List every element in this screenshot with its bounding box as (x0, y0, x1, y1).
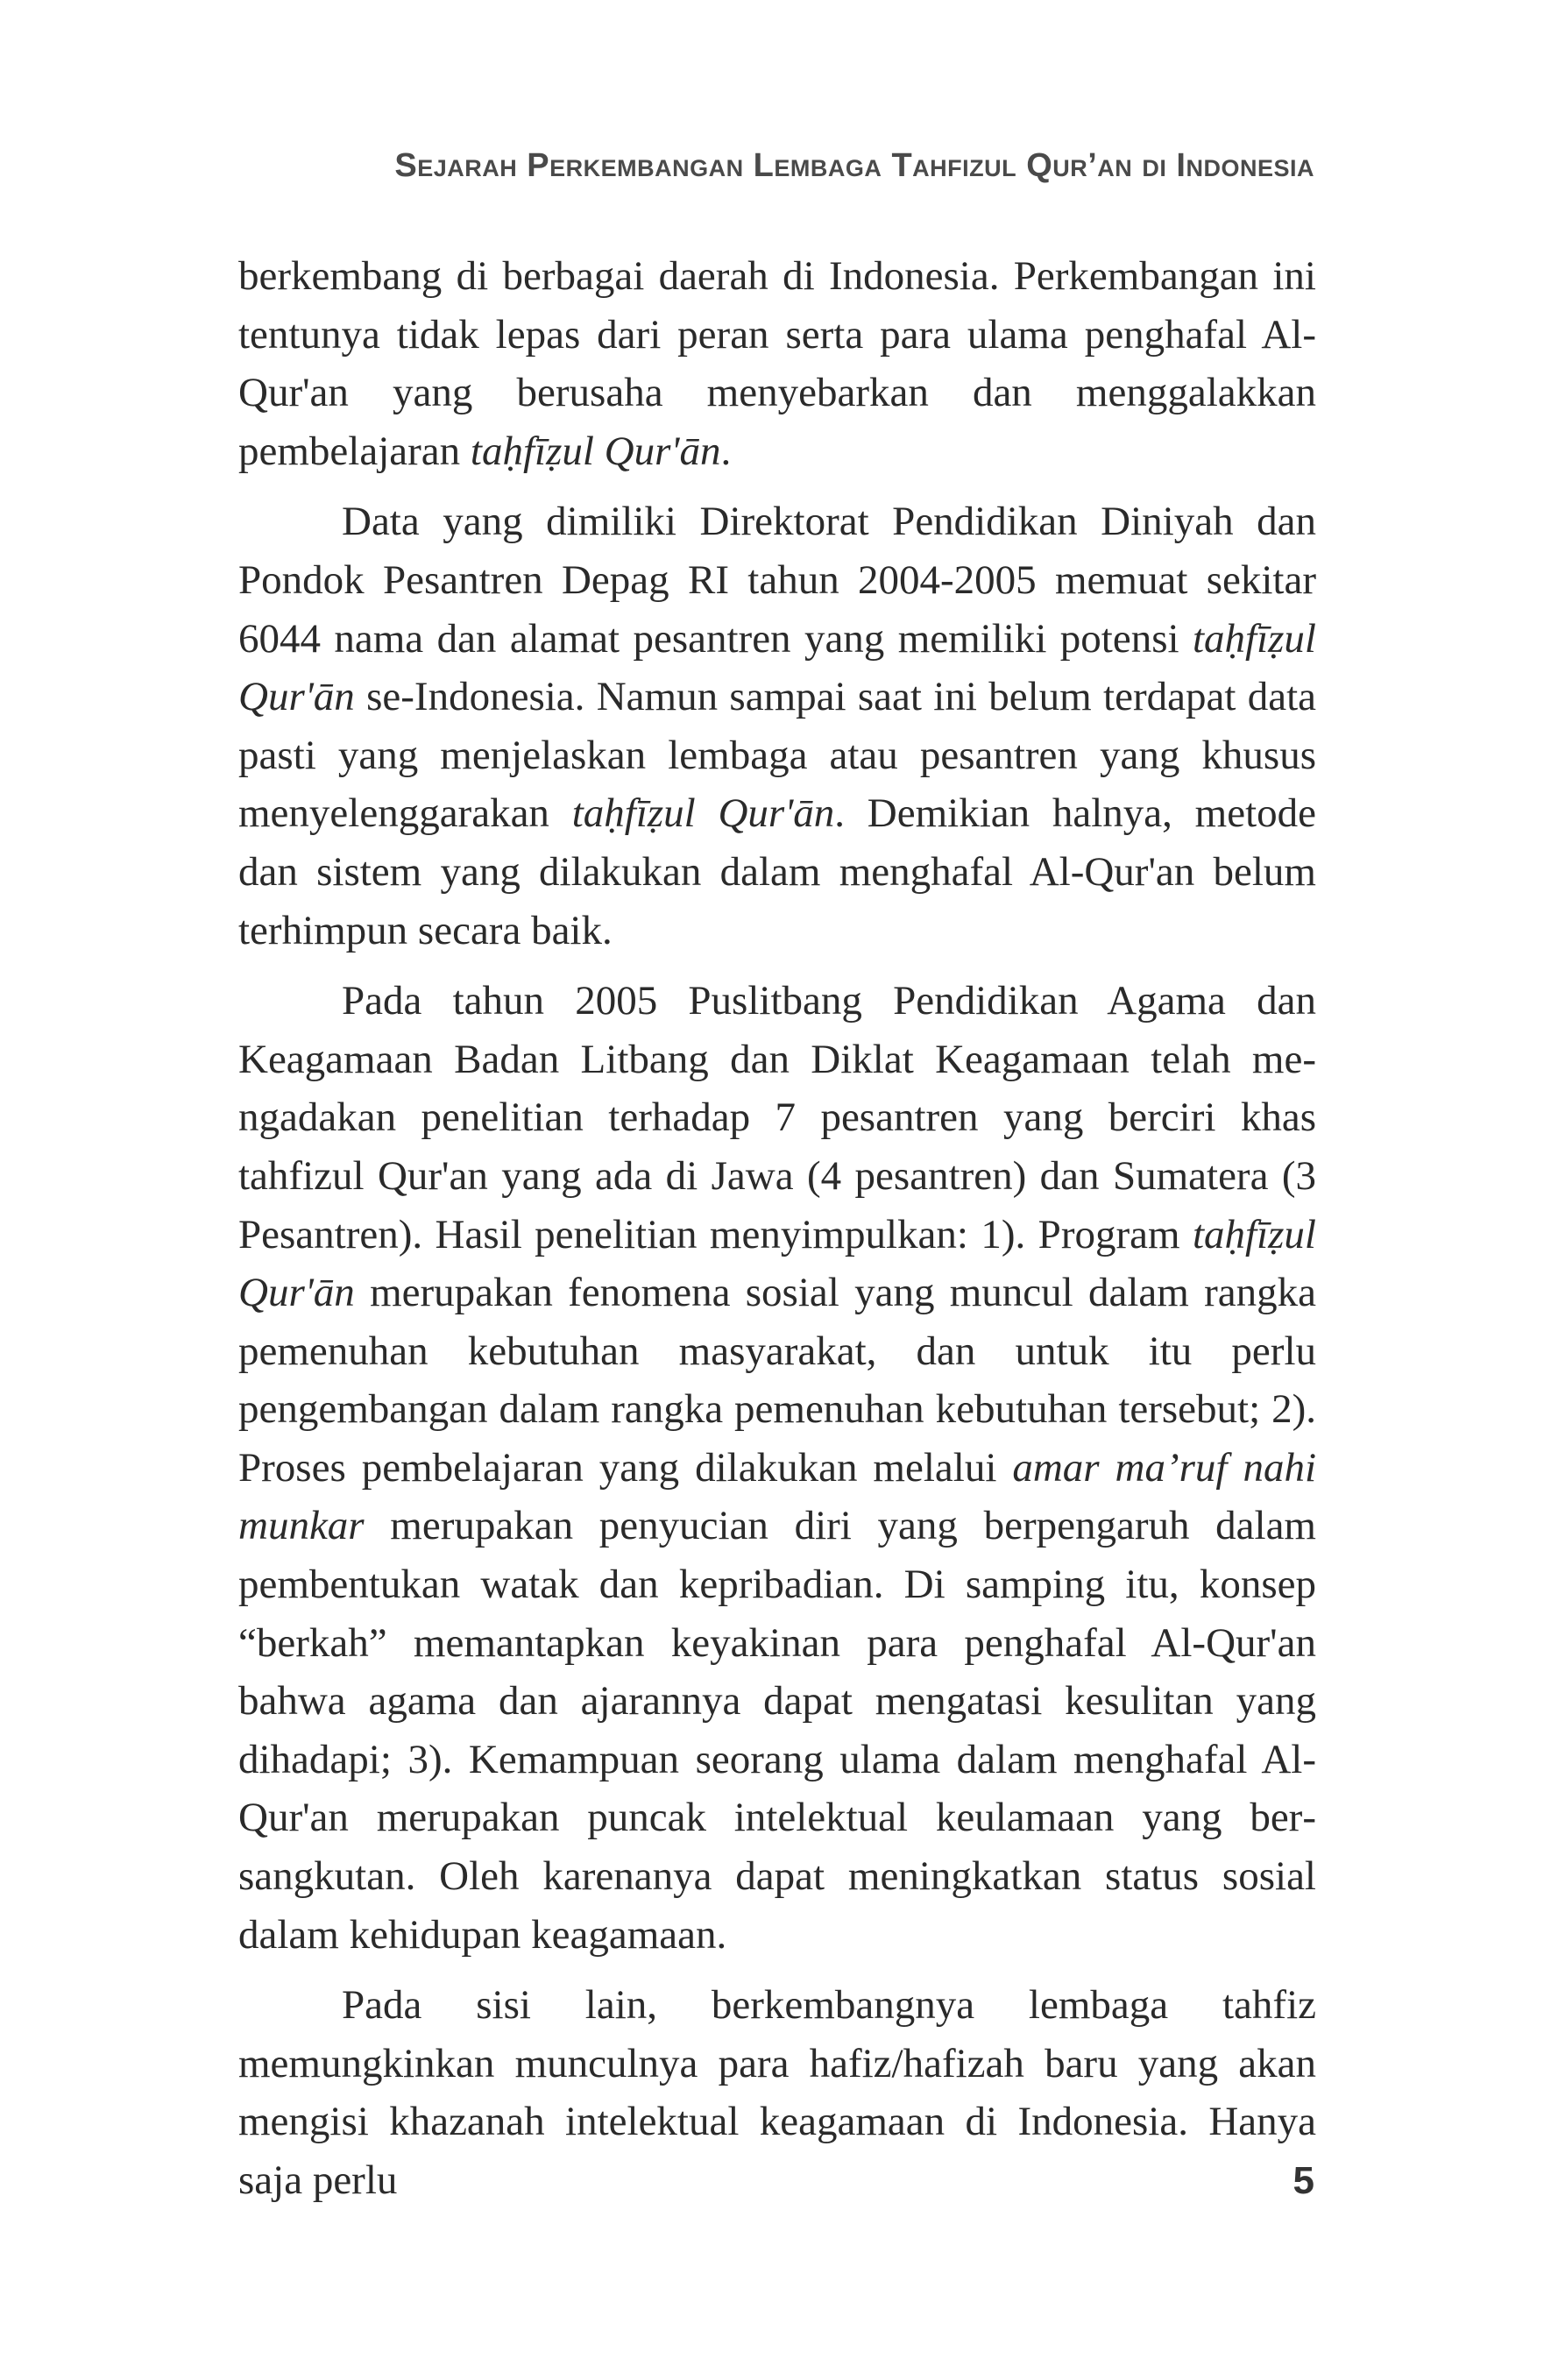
text-segment: merupakan fenomena sosial yang muncul dalam rangka pemenuhan kebutuhan masyarakat, dan untuk itu perlu pengembangan dalam rangka pemenuhan kebutuhan tersebut; 2). Proses pembelajaran yang dilakukan melalui (238, 1270, 1316, 1491)
italic-term: taḥfīẓul Qur'ān (238, 615, 1316, 720)
body-text (238, 247, 1316, 2222)
text-segment: berkembang di berbagai daerah di Indonesia. Perkembangan ini tentunya tidak lepas dari peran serta para ulama penghafal Al-Qur'an yang berusaha menyebarkan dan menggalakkan pembelajaran (238, 253, 1316, 474)
italic-term: amar ma’ruf nahi munkar (238, 1444, 1317, 1549)
text-segment: merupakan penyucian diri yang berpengaruh dalam pembentukan watak dan kepribadian. Di samping itu, konsep “berkah” memantapkan keyakinan para penghafal Al-Qur'an bahwa agama dan ajarannya dapat mengatasi kesulitan yang dihadapi; 3). Kemampuan seorang ulama dalam menghafal Al-Qur'an merupakan puncak intelektual keulamaan yang bersangkutan. Oleh karenanya dapat meningkatkan status sosial dalam kehidupan keagamaan. (238, 1503, 1316, 1958)
italic-term: taḥfīẓul Qur'ān (470, 428, 721, 474)
text-segment: . (720, 428, 732, 474)
italic-term: taḥfīẓul Qur'ān (571, 790, 835, 837)
paragraph-2 (238, 492, 1316, 960)
paragraph-3 (238, 972, 1316, 1964)
paragraph-4 (238, 1976, 1316, 2209)
text-segment: Pada sisi lain, berkembangnya lembaga tahfiz memungkinkan munculnya para hafiz/hafizah baru yang akan mengisi khazanah intelektual keagamaan di Indonesia. Hanya saja perlu (238, 1982, 1316, 2203)
italic-term: taḥfīẓul Qur'ān (238, 1211, 1316, 1316)
text-segment: se-Indonesia. Namun sampai saat ini belum terdapat data pasti yang menjelaskan lembaga atau pesantren yang khusus menyelenggarakan (238, 674, 1316, 837)
page-number: 5 (1292, 2159, 1314, 2202)
paragraph-1 (238, 247, 1316, 480)
text-segment: Data yang dimiliki Direktorat Pendidikan Diniyah dan Pondok Pesantren Depag RI tahun 2004-2005 memuat sekitar 6044 nama dan alamat pesantren yang memiliki potensi (238, 499, 1316, 662)
text-segment: Pada tahun 2005 Puslitbang Pendidikan Agama dan Keagamaan Badan Litbang dan Diklat Keagamaan telah mengadakan penelitian terhadap 7 pesantren yang berciri khas tahfizul Qur'an yang ada di Jawa (4 pesantren) dan Sumatera (3 Pesantren). Hasil penelitian menyimpulkan: 1). Program (238, 978, 1316, 1257)
running-head: Sejarah Perkembangan Lembaga Tahfizul Qur’an di Indonesia (394, 147, 1314, 184)
text-segment: . Demikian halnya, metode dan sistem yang dilakukan dalam menghafal Al-Qur'an belum terhimpun secara baik. (238, 790, 1317, 953)
